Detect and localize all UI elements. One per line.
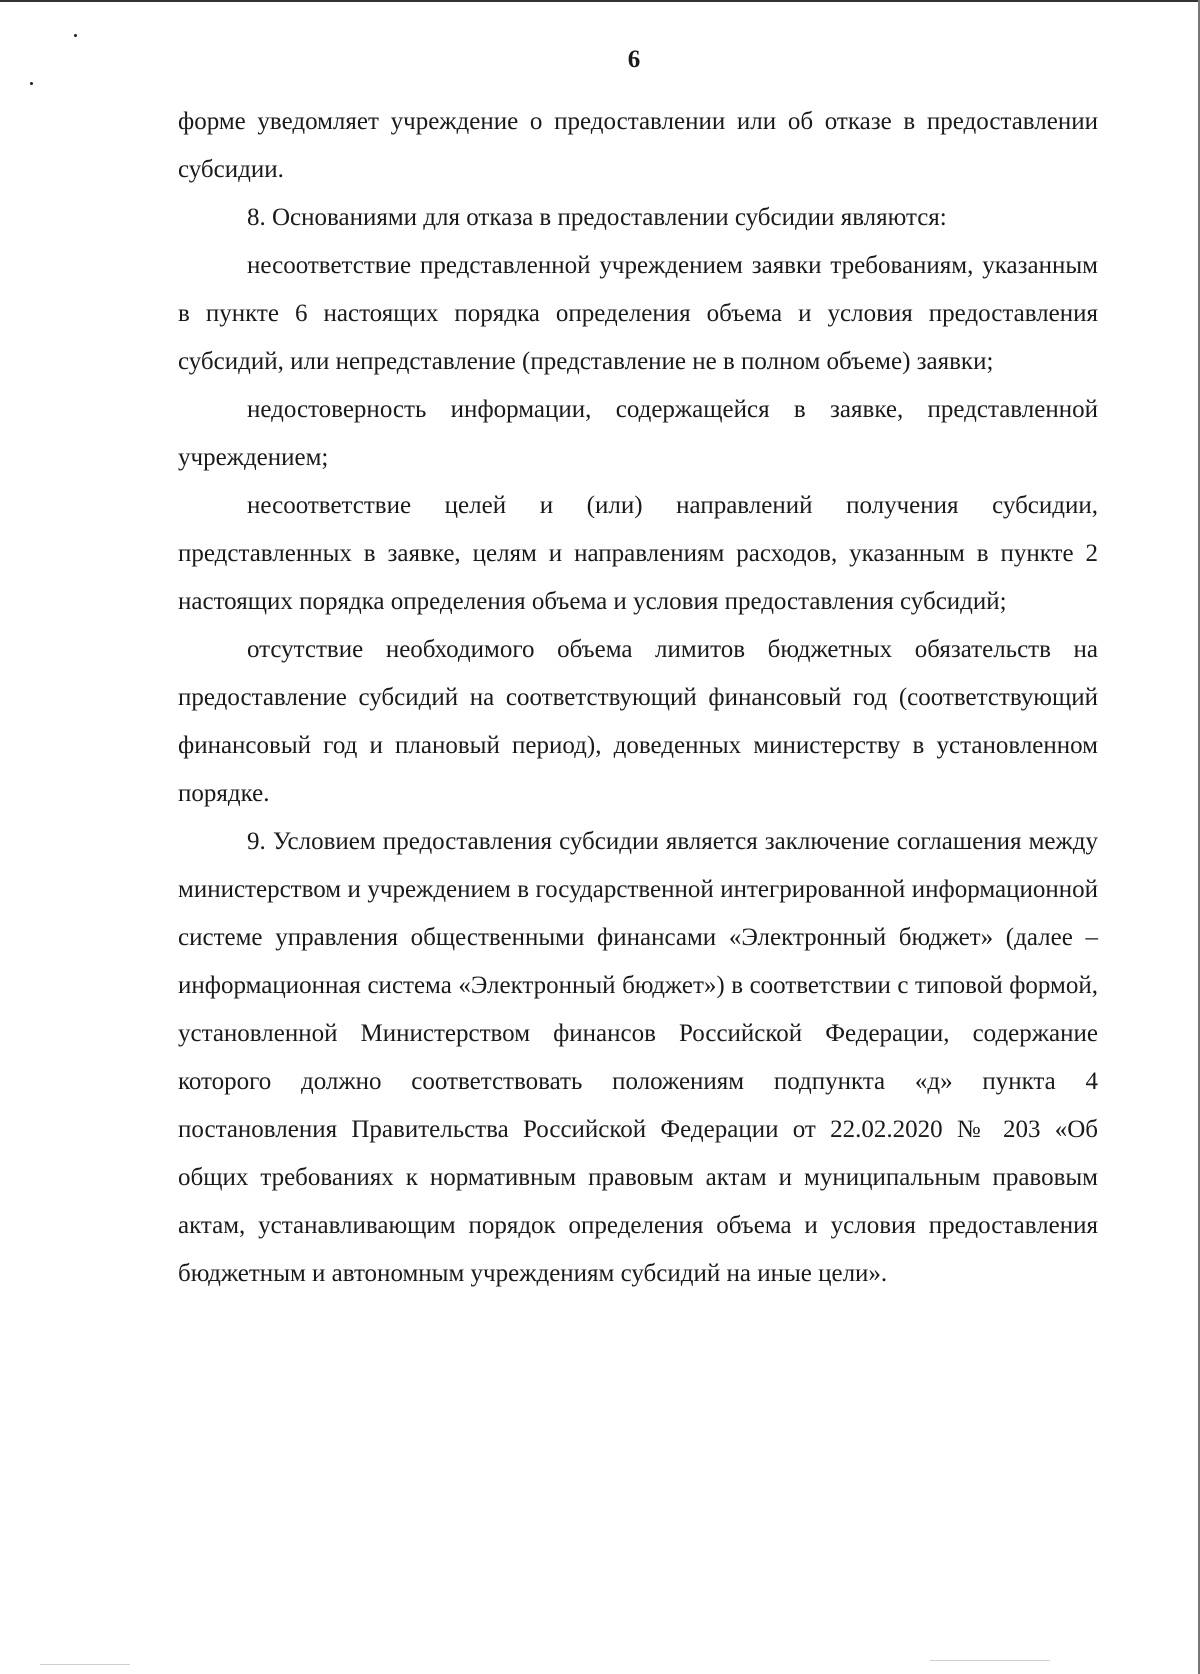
page-number: 6: [627, 46, 641, 73]
scan-noise: [930, 1660, 1050, 1661]
document-text: [178, 98, 1098, 1298]
paragraph-reason-1: несоответствие представленной учреждением заявки требованиям, указанным в пункте 6 настоящих порядка определения объема и условия предоставления субсидий, или непредставление (представление не в полном объеме) заявки;: [178, 252, 1098, 375]
paragraph-clause-8: 8. Основаниями для отказа в предоставлении субсидии являются:: [247, 204, 947, 231]
paragraph-clause-9: 9. Условием предоставления субсидии является заключение соглашения между министерством и учреждением в государственной интегрированной информационной системе управления общественными финансами «Электронный бюджет» (далее – информационная система «Электронный бюджет») в соответствии с типовой формой, установленной Министерством финансов Российской Федерации, содержание которого должно соответствовать положениям подпункта «д» пункта 4 постановления Правительства Российской Федерации от 22.02.2020 № 203 «Об общих требованиях к нормативным правовым актам и муниципальным правовым актам, устанавливающим порядок определения объема и условия предоставления бюджетным и автономным учреждениям субсидий на иные цели».: [178, 828, 1098, 1287]
scan-noise: [40, 1664, 130, 1665]
paragraph-reason-4: отсутствие необходимого объема лимитов бюджетных обязательств на предоставление субсидий на соответствующий финансовый год (соответствующий финансовый год и плановый период), доведенных министерству в установленном порядке.: [178, 636, 1098, 807]
scan-speck: [30, 82, 33, 85]
paragraph-continuation: форме уведомляет учреждение о предоставлении или об отказе в предоставлении субсидии.: [178, 108, 1098, 183]
scan-top-edge: [0, 0, 1200, 2]
paragraph-reason-3: несоответствие целей и (или) направлений получения субсидии, представленных в заявке, целям и направлениям расходов, указанным в пункте 2 настоящих порядка определения объема и условия предоставления субсидий;: [178, 492, 1098, 615]
scan-speck: [74, 34, 77, 37]
paragraph-reason-2: недостоверность информации, содержащейся в заявке, представленной учреждением;: [178, 396, 1098, 471]
